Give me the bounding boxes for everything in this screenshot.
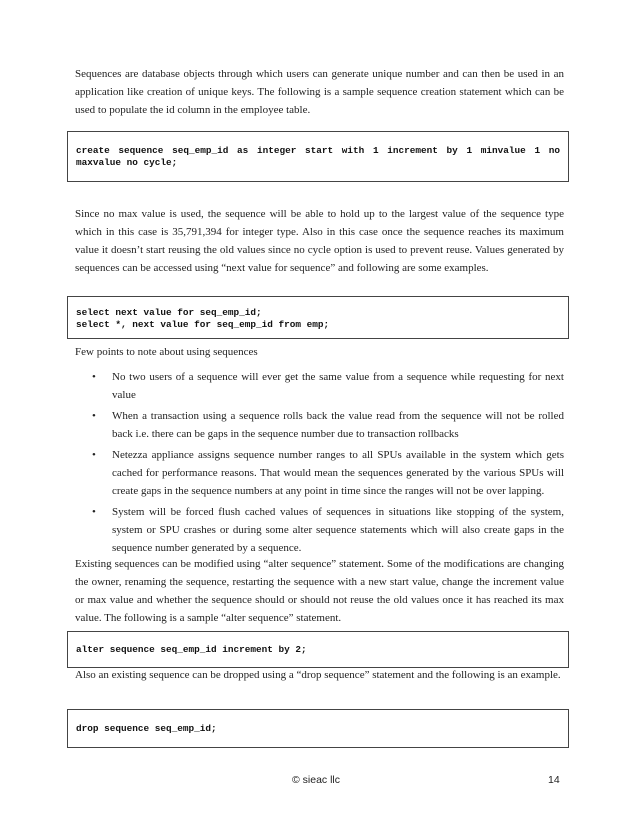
- max-value-paragraph: Since no max value is used, the sequence will be able to hold up to the largest value of the sequence type which in this case is 35,791,394 for integer type. Also in this case once the sequence reaches its maximum value it doesn’t start reusing the old values since no cycle option is used to prevent reuse. Values generated by sequences can be accessed using “next value for sequence” and following are some examples.: [75, 208, 564, 274]
- list-item: [75, 368, 564, 404]
- points-list: [75, 368, 564, 560]
- code-block-drop-sequence: [67, 709, 569, 748]
- list-item-text: Netezza appliance assigns sequence number ranges to all SPUs available in the system which gets cached for performance reasons. That would mean the sequences generated by the various SPUs will create gaps in the sequence numbers at any point in time since the ranges will not be over lapping.: [112, 449, 564, 497]
- code-line: alter sequence seq_emp_id increment by 2;: [76, 644, 307, 655]
- page-number: 14: [548, 774, 560, 786]
- code-block-alter-sequence: [67, 631, 569, 668]
- intro-paragraph: Sequences are database objects through which users can generate unique number and can then be used in an application like creation of unique keys. The following is a sample sequence creation statement which can be used to populate the id column in the employee table.: [75, 68, 564, 116]
- bullet-icon: •: [92, 371, 96, 383]
- list-item: [75, 446, 564, 500]
- bullet-icon: •: [92, 506, 96, 518]
- list-item: [75, 503, 564, 557]
- code-line: select next value for seq_emp_id;: [76, 307, 262, 318]
- list-item: [75, 407, 564, 443]
- code-line: maxvalue no cycle;: [76, 157, 178, 168]
- list-item-text: No two users of a sequence will ever get the same value from a sequence while requesting for next value: [112, 371, 564, 401]
- bullet-icon: •: [92, 410, 96, 422]
- code-line: create sequence seq_emp_id as integer start with 1 increment by 1 minvalue 1 no: [76, 145, 560, 156]
- code-block-select-next-value: [67, 296, 569, 339]
- drop-sequence-paragraph: Also an existing sequence can be dropped using a “drop sequence” statement and the following is an example.: [75, 669, 561, 681]
- alter-sequence-paragraph: Existing sequences can be modified using “alter sequence” statement. Some of the modifications are changing the owner, renaming the sequence, restarting the sequence with a new start value, change the increment value or max value and whether the sequence should or should not reuse the old values once it has reached its max value. The following is a sample “alter sequence” statement.: [75, 558, 564, 624]
- points-heading: Few points to note about using sequences: [75, 346, 258, 358]
- code-block-create-sequence: [67, 131, 569, 182]
- list-item-text: System will be forced flush cached values of sequences in situations like stopping of the system, system or SPU crashes or during some alter sequence statements which will also create gaps in the sequence number generated by a sequence.: [112, 506, 564, 554]
- code-line: drop sequence seq_emp_id;: [76, 723, 217, 734]
- footer-copyright: © sieac llc: [292, 774, 340, 786]
- bullet-icon: •: [92, 449, 96, 461]
- code-line: select *, next value for seq_emp_id from emp;: [76, 319, 330, 330]
- list-item-text: When a transaction using a sequence rolls back the value read from the sequence will not be rolled back i.e. there can be gaps in the sequence number due to transaction rollbacks: [112, 410, 564, 440]
